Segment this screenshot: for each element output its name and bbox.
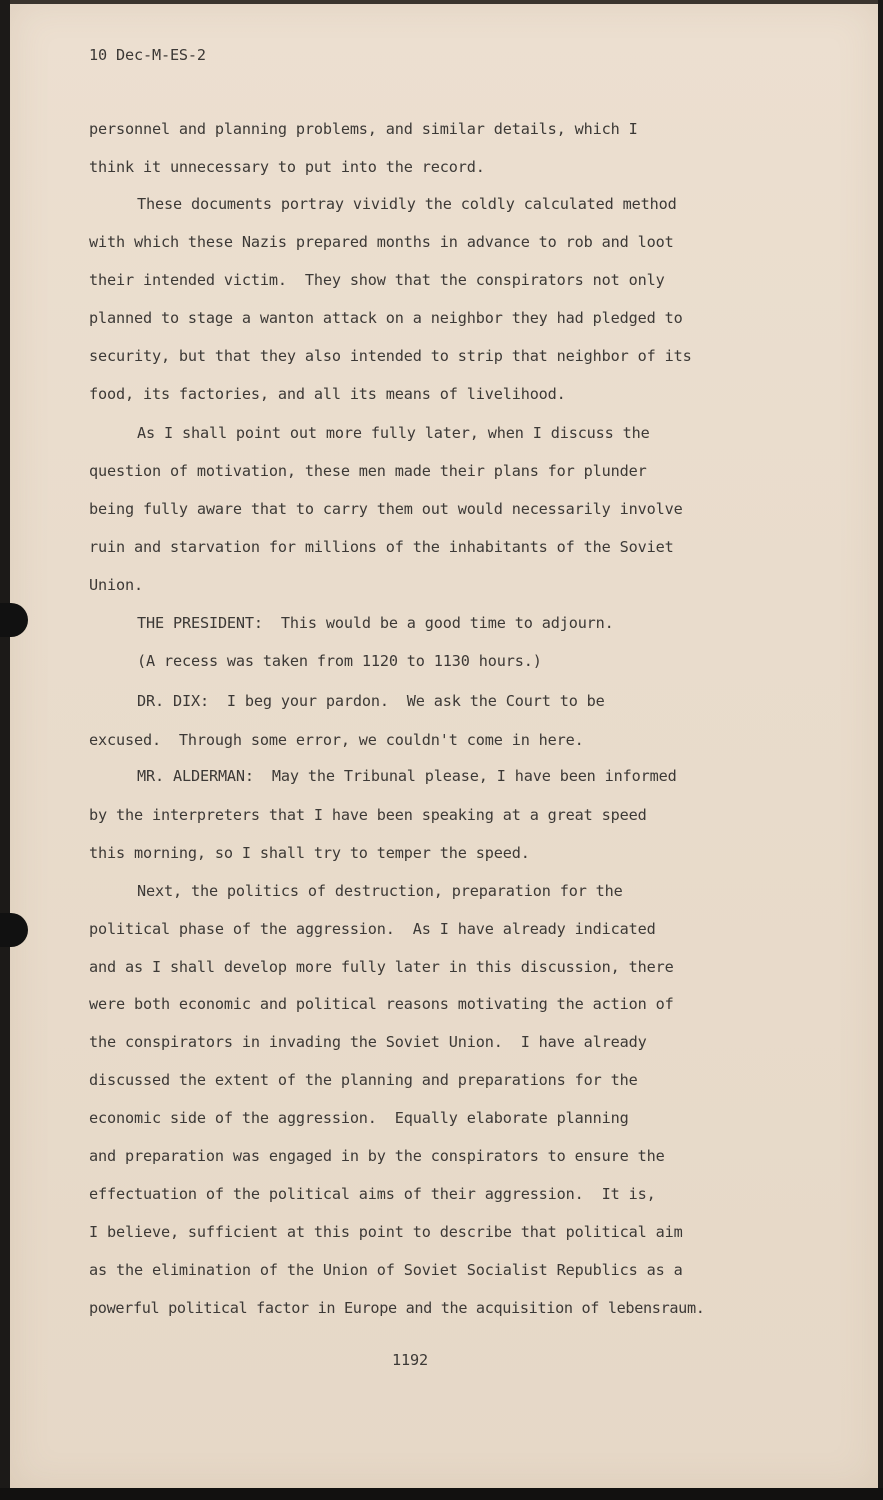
text-line: Union. bbox=[89, 576, 143, 594]
speaker-line: MR. ALDERMAN: May the Tribunal please, I have been informed bbox=[137, 767, 677, 785]
speaker-line: DR. DIX: I beg your pardon. We ask the Court to be bbox=[137, 692, 605, 710]
text-line: and preparation was engaged in by the conspirators to ensure the bbox=[89, 1147, 665, 1165]
text-line: discussed the extent of the planning and preparations for the bbox=[89, 1071, 638, 1089]
binding-edge bbox=[0, 0, 10, 1500]
text-line: the conspirators in invading the Soviet Union. I have already bbox=[89, 1033, 647, 1051]
paragraph-first-line: Next, the politics of destruction, preparation for the bbox=[137, 882, 623, 900]
text-line: being fully aware that to carry them out would necessarily involve bbox=[89, 500, 683, 518]
page-top-border bbox=[10, 0, 878, 4]
bottom-edge bbox=[0, 1488, 883, 1500]
document-page bbox=[10, 0, 878, 1490]
text-line: powerful political factor in Europe and the acquisition of lebensraum. bbox=[89, 1299, 705, 1317]
text-line: planned to stage a wanton attack on a neighbor they had pledged to bbox=[89, 309, 683, 327]
text-line: their intended victim. They show that the conspirators not only bbox=[89, 271, 665, 289]
text-line: were both economic and political reasons motivating the action of bbox=[89, 995, 674, 1013]
text-line: I believe, sufficient at this point to describe that political aim bbox=[89, 1223, 683, 1241]
page-header: 10 Dec-M-ES-2 bbox=[89, 46, 206, 64]
recess-note: (A recess was taken from 1120 to 1130 hours.) bbox=[137, 652, 542, 670]
text-line: security, but that they also intended to strip that neighbor of its bbox=[89, 347, 692, 365]
text-line: ruin and starvation for millions of the inhabitants of the Soviet bbox=[89, 538, 674, 556]
text-line: think it unnecessary to put into the record. bbox=[89, 158, 485, 176]
text-line: this morning, so I shall try to temper the speed. bbox=[89, 844, 530, 862]
page-number: 1192 bbox=[392, 1351, 428, 1369]
text-line: question of motivation, these men made their plans for plunder bbox=[89, 462, 647, 480]
text-line: personnel and planning problems, and similar details, which I bbox=[89, 120, 638, 138]
text-line: as the elimination of the Union of Soviet Socialist Republics as a bbox=[89, 1261, 683, 1279]
text-line: political phase of the aggression. As I have already indicated bbox=[89, 920, 656, 938]
text-line: food, its factories, and all its means of livelihood. bbox=[89, 385, 566, 403]
paragraph-first-line: As I shall point out more fully later, when I discuss the bbox=[137, 424, 650, 442]
text-line: and as I shall develop more fully later in this discussion, there bbox=[89, 958, 674, 976]
text-line: with which these Nazis prepared months in advance to rob and loot bbox=[89, 233, 674, 251]
text-line: excused. Through some error, we couldn't come in here. bbox=[89, 731, 584, 749]
paragraph-first-line: These documents portray vividly the coldly calculated method bbox=[137, 195, 677, 213]
text-line: economic side of the aggression. Equally elaborate planning bbox=[89, 1109, 629, 1127]
text-line: effectuation of the political aims of their aggression. It is, bbox=[89, 1185, 656, 1203]
text-line: by the interpreters that I have been speaking at a great speed bbox=[89, 806, 647, 824]
speaker-line: THE PRESIDENT: This would be a good time to adjourn. bbox=[137, 614, 614, 632]
